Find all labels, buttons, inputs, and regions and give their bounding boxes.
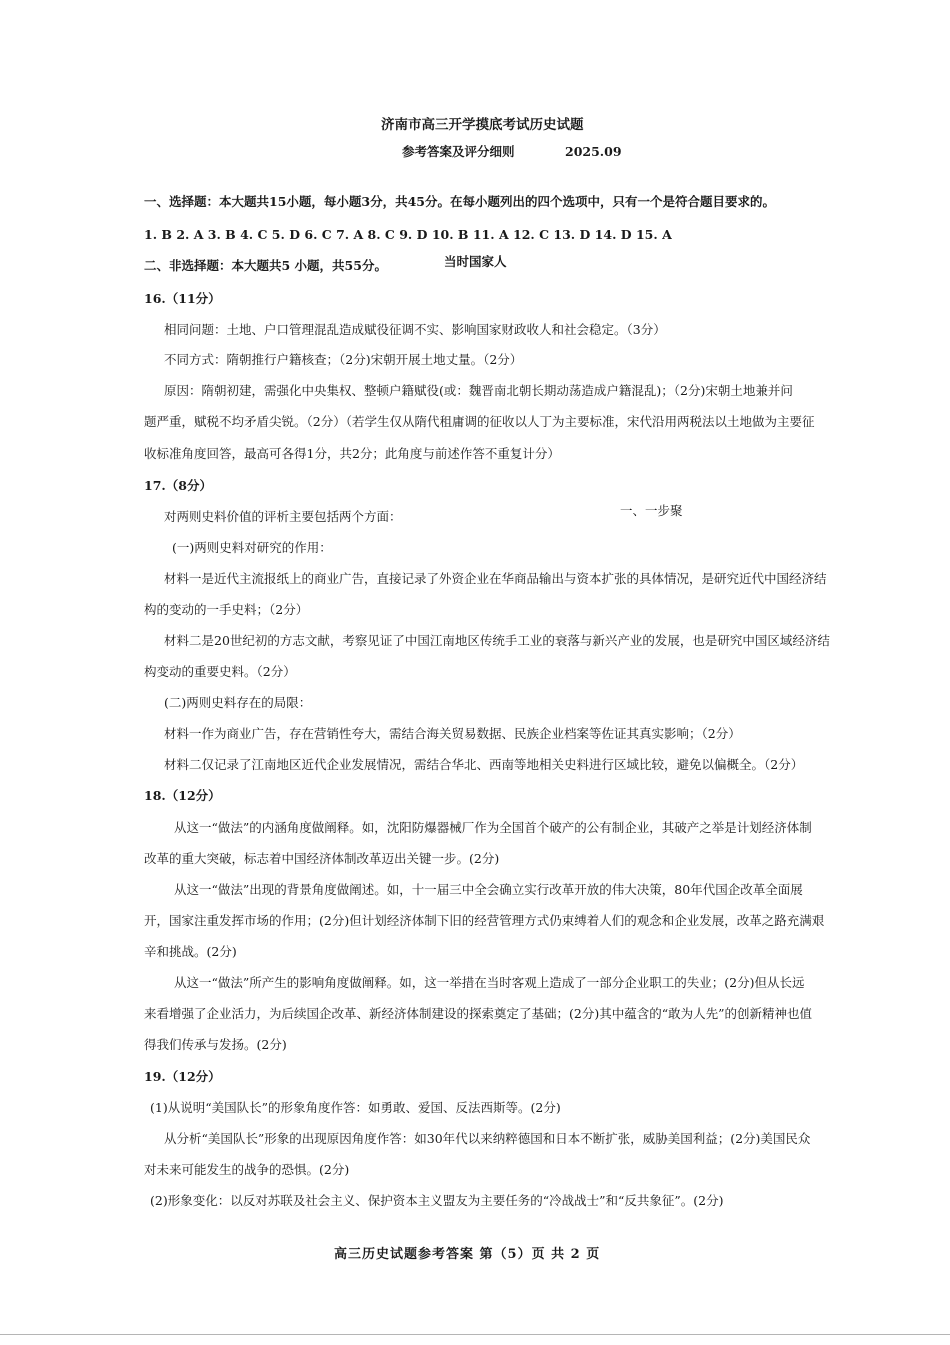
- q18-line: 从这一“做法”所产生的影响角度做阐释。如，这一举措在当时客观上造成了一部分企业职工的失业；(2分)但从长远: [174, 975, 805, 990]
- q18-line: 开，国家注重发挥市场的作用；(2分)但计划经济体制下旧的经营管理方式仍束缚着人们的观念和企业发展，改革之路充满艰: [144, 913, 825, 928]
- q17-intro: 对两则史料价值的评析主要包括两个方面：: [164, 509, 402, 524]
- q16-line: 不同方式：隋朝推行户籍核查；（2分)宋朝开展土地丈量。（2分）: [164, 352, 523, 367]
- part2-stray-note: 当时国家人: [444, 254, 507, 269]
- q17-stray-note: 一、一步聚: [620, 503, 683, 518]
- q18-line: 来看增强了企业活力，为后续国企改革、新经济体制建设的探索奠定了基础；(2分)其中蕴含的“敢为人先”的创新精神也值: [144, 1006, 812, 1021]
- q18-line: 得我们传承与发扬。(2分): [144, 1037, 287, 1052]
- q19-line: (2)形象变化：以反对苏联及社会主义、保护资本主义盟友为主要任务的“冷战战士”和“反共象征”。(2分): [150, 1193, 724, 1208]
- q16-label: 16.（11分）: [144, 291, 221, 306]
- part1-answers: 1. B 2. A 3. B 4. C 5. D 6. C 7. A 8. C 9. D 10. B 11. A 12. C 13. D 14. D 15. A: [144, 227, 672, 242]
- q17-line: 构变动的重要史料。（2分）: [144, 664, 296, 679]
- q19-line: 从分析“美国队长”形象的出现原因角度作答：如30年代以来纳粹德国和日本不断扩张，威胁美国利益；(2分)美国民众: [164, 1131, 811, 1146]
- q17-section-heading: (二)两则史料存在的局限：: [164, 695, 312, 710]
- q17-label: 17.（8分）: [144, 478, 212, 493]
- q16-line: 题严重，赋税不均矛盾尖锐。（2分）（若学生仅从隋代租庸调的征收以人丁为主要标准，宋代沿用两税法以土地做为主要征: [144, 414, 815, 429]
- document-subtitle: 参考答案及评分细则: [402, 144, 515, 159]
- q17-section-heading: (一)两则史料对研究的作用：: [172, 540, 332, 555]
- q17-line: 材料二仅记录了江南地区近代企业发展情况，需结合华北、西南等地相关史料进行区域比较，避免以偏概全。（2分）: [164, 757, 804, 772]
- q17-line: 材料一是近代主流报纸上的商业广告，直接记录了外资企业在华商品输出与资本扩张的具体情况，是研究近代中国经济结: [164, 571, 827, 586]
- part1-heading: 一、选择题：本大题共15小题，每小题3分，共45分。在每小题列出的四个选项中，只有一个是符合题目要求的。: [144, 194, 775, 209]
- q17-line: 材料一作为商业广告，存在营销性夸大，需结合海关贸易数据、民族企业档案等佐证其真实影响；（2分）: [164, 726, 741, 741]
- q18-line: 从这一“做法”的内涵角度做阐释。如，沈阳防爆器械厂作为全国首个破产的公有制企业，其破产之举是计划经济体制: [174, 820, 812, 835]
- q16-line: 收标准角度回答，最高可各得1分，共2分；此角度与前述作答不重复计分）: [144, 446, 560, 461]
- q18-line: 辛和挑战。(2分): [144, 944, 237, 959]
- scan-edge-rule: [0, 1334, 950, 1335]
- document-title: 济南市高三开学摸底考试历史试题: [381, 117, 584, 133]
- page-footer: 高三历史试题参考答案 第（5）页 共 2 页: [334, 1247, 601, 1262]
- q19-line: (1)从说明“美国队长”的形象角度作答：如勇敢、爱国、反法西斯等。(2分): [150, 1100, 561, 1115]
- q16-line: 相同问题：土地、户口管理混乱造成赋役征调不实、影响国家财政收人和社会稳定。（3分）: [164, 322, 666, 337]
- q19-line: 对未来可能发生的战争的恐惧。(2分): [144, 1162, 350, 1177]
- q18-line: 改革的重大突破，标志着中国经济体制改革迈出关键一步。(2分): [144, 851, 500, 866]
- q18-label: 18.（12分）: [144, 788, 221, 803]
- document-date: 2025.09: [565, 144, 622, 159]
- q16-line: 原因：隋朝初建，需强化中央集权、整顿户籍赋役(或：魏晋南北朝长期动荡造成户籍混乱)；（2分)宋朝土地兼并问: [164, 383, 793, 398]
- part2-heading: 二、非选择题：本大题共5 小题，共55分。: [144, 258, 387, 273]
- q17-line: 材料二是20世纪初的方志文献，考察见证了中国江南地区传统手工业的衰落与新兴产业的发展，也是研究中国区域经济结: [164, 633, 830, 648]
- q19-label: 19.（12分）: [144, 1069, 221, 1084]
- q17-line: 构的变动的一手史料；（2分）: [144, 602, 309, 617]
- q18-line: 从这一“做法”出现的背景角度做阐述。如，十一届三中全会确立实行改革开放的伟大决策，80年代国企改革全面展: [174, 882, 803, 897]
